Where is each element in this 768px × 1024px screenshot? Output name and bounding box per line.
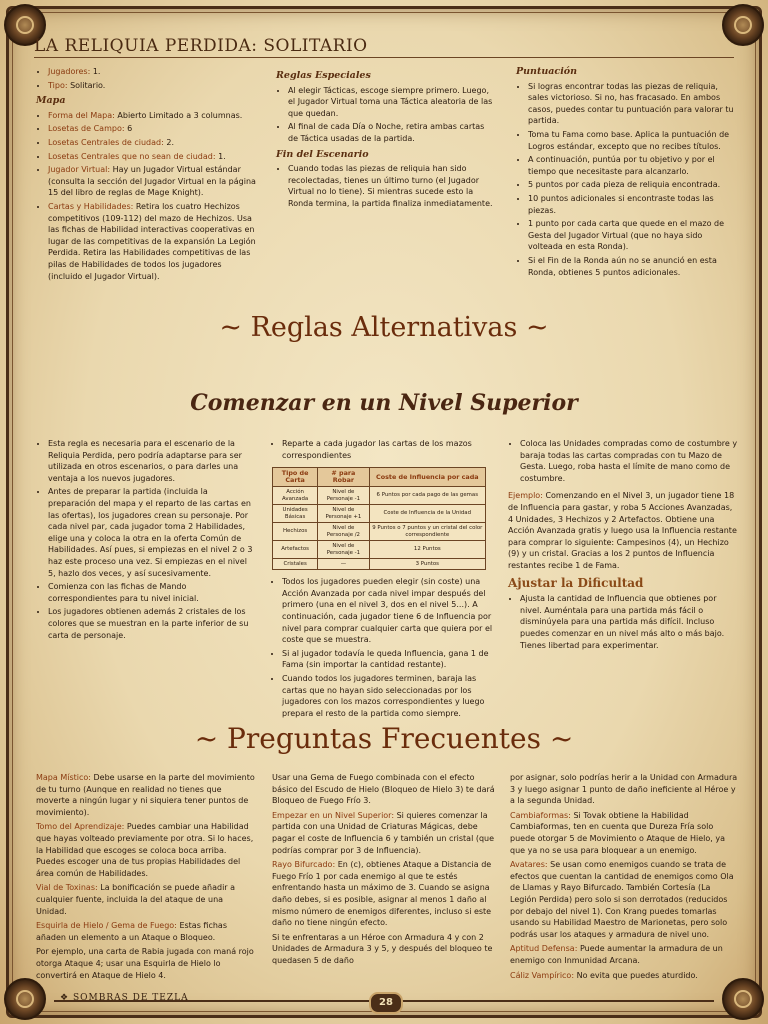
page-number: 28 (369, 992, 403, 1014)
table-row (273, 505, 486, 523)
mid-column-1 (36, 438, 256, 643)
list-item: • Al final de cada Día o Noche, retira ambas cartas de Táctica usadas de la partida. (288, 121, 496, 144)
value: Si quieres comenzar la partida con una Unidad de Criaturas Mágicas, debe pagar el coste de Influencia 6 y también un cristal (que podrías comprar por 3 de Influencia). (272, 810, 495, 855)
list-item: • Ajusta la cantidad de Influencia que obtienes por nivel. Auméntala para una partida más fácil o disminúyela para una partida más difícil. Incluso puedes comenzar en un nivel más alto o más bajo. Tienes libertad para experimentar. (520, 593, 738, 651)
table-row (273, 559, 486, 570)
table-cell: Coste de Influencia de la Unidad (369, 505, 485, 523)
value: Puedes cambiar una Habilidad que hayas volteado previamente por otra. Si lo haces, la Habilidad que escoges se coloca boca arriba. Puedes escoger una de tus propias Habilidades del área común de Habilidades. (36, 822, 254, 878)
label: Losetas de Campo: (48, 124, 125, 134)
list-item: • Los jugadores obtienen además 2 cristales de los colores que se muestran en la parte inferior de su carta de personaje. (48, 606, 256, 641)
page-title: LA RELIQUIA PERDIDA: SOLITARIO (34, 36, 368, 56)
list-item: • Toma tu Fama como base. Aplica la puntuación de Logros estándar, excepto que no recibes títulos. (528, 129, 738, 152)
list-item: • Cuando todas las piezas de reliquia han sido recolectadas, tienes un último turno (el Jugador Virtual no lo tiene). Si mientras sucede esto la Ronda termina, la partida finaliza inmediatamente. (288, 163, 496, 209)
value: No evita que puedes aturdido. (576, 970, 698, 980)
list-item: • A continuación, puntúa por tu objetivo y por el tiempo que necesitaste para alcanzarlo. (528, 154, 738, 177)
label: Tipo: (48, 80, 68, 90)
label: Ejemplo: (508, 491, 543, 501)
value: En (c), obtienes Ataque a Distancia de Fuego Frío 1 por cada enemigo al que te estés enfrentando hasta un máximo de 3. Cuando se asigna daño debes, si es posible, asignar al menos 1 daño al mismo número de enemigos diferentes, incluso si este daño no tiene ningún efecto. (272, 860, 492, 928)
table-row (273, 523, 486, 541)
label: Cáliz Vampírico: (510, 970, 575, 980)
mid-column-3 (508, 438, 738, 653)
top-column-3 (516, 62, 738, 280)
value: Comenzando en el Nivel 3, un jugador tiene 18 de Influencia para gastar, y roba 5 Acciones Avanzadas, 4 Unidades, 3 Hechizos y 2 Artefactos. Obtiene una Acción Avanzada gratis y luego usa la Influencia restante para comprar lo siguiente: Campesinos (4), un Hechizo (9) y un cristal. Gracias a los 2 puntos de Influencia restantes recibe 1 de Fama. (508, 491, 737, 570)
faq-column-2 (272, 772, 496, 970)
corner-ornament (4, 978, 46, 1020)
table-header: Coste de Influencia por cada (369, 468, 485, 487)
list-item: • Al elegir Tácticas, escoge siempre primero. Luego, el Jugador Virtual toma una Táctica aleatoria de las que quedan. (288, 85, 496, 120)
section-heading: Ajustar la Dificultad (508, 575, 644, 590)
value: 1. (218, 151, 226, 161)
table-cell: — (318, 559, 369, 570)
table-cell: Nivel de Personaje +1 (318, 505, 369, 523)
table-cell: Cristales (273, 559, 318, 570)
section-heading: Puntuación (516, 66, 578, 77)
title-divider (34, 57, 734, 58)
label: Cambiaformas: (510, 810, 571, 820)
label: Vial de Toxinas: (36, 883, 98, 893)
label: Cartas y Habilidades: (48, 201, 134, 211)
list-item: • Cuando todos los jugadores terminen, baraja las cartas que no hayan sido seleccionadas por los jugadores con los mazos correspondientes y luego prepara el resto de la partida como siempre. (282, 673, 496, 719)
paragraph: por asignar, solo podrías herir a la Unidad con Armadura 3 y luego asignar 1 punto de daño ineficiente al Héroe y a la segunda Unidad. (510, 773, 738, 806)
faq-column-3 (510, 772, 738, 984)
value: Debe usarse en la parte del movimiento de tu turno (Aunque en realidad no tienes que moverte a ningún lugar y ni siquiera tener puntos de movimiento). (36, 773, 255, 817)
list-item: • Comienza con las fichas de Mando correspondientes para tu nivel inicial. (48, 581, 256, 604)
value: 6 (127, 124, 133, 134)
mid-column-2 (270, 438, 496, 721)
value: La bonificación se puede añadir a cualquier fuente, incluida la del ataque de una Unidad. (36, 883, 236, 916)
value: Si Tovak obtiene la Habilidad Cambiaformas, ten en cuenta que Dureza Fría solo puede otorgar 5 de Movimiento o Ataque de Hielo, ya que ya no se usa para bloquear a un enemigo. (510, 810, 725, 855)
top-column-2 (276, 66, 496, 212)
list-item: • 10 puntos adicionales si encontraste todas las piezas. (528, 193, 738, 216)
footer-brand-text: SOMBRAS DE TEZLA (72, 993, 189, 1003)
footer-brand (60, 993, 189, 1003)
table-row (273, 541, 486, 559)
table-cell: 9 Puntos o 7 puntos y un cristal del color correspondiente (369, 523, 485, 541)
section-heading: Fin del Escenario (276, 148, 369, 160)
table-cell: 6 Puntos por cada pago de las gemas (369, 487, 485, 505)
label: Avatares: (510, 860, 548, 870)
table-header: # para Robar (318, 468, 369, 487)
value: Retira los cuatro Hechizos competitivos (109-112) del mazo de Hechizos. Usa las fichas de Habilidad interactivas cooperativas en lugar de las competitivas de la expansión La Legión Perdida. Retira las Habilidades competitivas de las pilas de Habilidades de todos los jugadores (incluido el Jugador Virtual). (48, 201, 256, 281)
corner-ornament (722, 4, 764, 46)
label: Losetas Centrales que no sean de ciudad: (48, 151, 216, 161)
table-cell: 3 Puntos (369, 559, 485, 570)
table-cell: 12 Puntos (369, 541, 485, 559)
section-title-reglas: ~ Reglas Alternativas ~ (219, 312, 549, 343)
list-item: • Si al jugador todavía le queda Influencia, gana 1 de Fama (sin importar la cantidad restante). (282, 648, 496, 671)
table-cell: Hechizos (273, 523, 318, 541)
table-cell: Unidades Básicas (273, 505, 318, 523)
section-heading: Reglas Especiales (276, 70, 371, 81)
table-cell: Acción Avanzada (273, 487, 318, 505)
section-subtitle: Comenzar en un Nivel Superior (190, 390, 578, 416)
card-cost-table (272, 467, 486, 570)
paragraph: Por ejemplo, una carta de Rabia jugada con maná rojo otorga Ataque 4; usar una Esquirla de Hielo lo convertirá en Ataque de Hielo 4. (36, 947, 254, 980)
table-cell: Nivel de Personaje -1 (318, 541, 369, 559)
table-header: Tipo de Carta (273, 468, 318, 487)
top-column-1 (36, 66, 256, 284)
list-item: • Si el Fin de la Ronda aún no se anunció en esta Ronda, obtienes 5 puntos adicionales. (528, 255, 738, 278)
paragraph: Usar una Gema de Fuego combinada con el efecto básico del Escudo de Hielo (Bloqueo de Hielo 3) te dará Bloqueo de Fuego Frío 3. (272, 773, 495, 806)
value: Abierto Limitado a 3 columnas. (117, 110, 243, 120)
label: Esquirla de Hielo / Gema de Fuego: (36, 921, 177, 931)
section-heading: Mapa (36, 95, 66, 107)
list-item: • 1 punto por cada carta que quede en el mazo de Gesta del Jugador Virtual (que no haya sido volteada en esta Ronda). (528, 218, 738, 253)
value: Puede aumentar la armadura de un enemigo con Inmunidad Arcana. (510, 944, 723, 965)
list-item: • Esta regla es necesaria para el escenario de la Reliquia Perdida, pero podría adaptarse para ser utilizada en otros escenarios, o para darles una ventaja a los nuevos jugadores. (48, 438, 256, 484)
label: Tomo del Aprendizaje: (36, 822, 125, 832)
value: Hay un Jugador Virtual estándar (consulta la sección del Jugador Virtual en la página 15 del libro de reglas de Mage Knight). (48, 165, 256, 198)
table-cell: Nivel de Personaje /2 (318, 523, 369, 541)
wolf-emblem-icon: ❖ (60, 993, 70, 1003)
value: Solitario. (70, 80, 106, 90)
paragraph: Si te enfrentaras a un Héroe con Armadura 4 y con 2 Unidades de Armadura 3 y 5, y después del bloqueo te quedasen 5 de daño (272, 932, 493, 965)
list-item: • Todos los jugadores pueden elegir (sin coste) una Acción Avanzada por cada nivel impar después del primero (una en el nivel 3, dos en el nivel 5...). A continuación, cada jugador tiene 6 de Influencia por nivel para comprar cualquier carta que quiera por el coste que se muestra. (282, 576, 496, 646)
corner-ornament (722, 978, 764, 1020)
table-cell: Nivel de Personaje -1 (318, 487, 369, 505)
list-item: • Reparte a cada jugador las cartas de los mazos correspondientes (282, 438, 496, 461)
label: Rayo Bifurcado: (272, 860, 336, 870)
value: 1. (92, 67, 101, 76)
label: Losetas Centrales de ciudad: (48, 137, 164, 147)
value: Estas fichas añaden un elemento a un Ataque o Bloqueo. (36, 921, 227, 942)
list-item: • 5 puntos por cada pieza de reliquia encontrada. (528, 179, 738, 191)
table-cell: Artefactos (273, 541, 318, 559)
table-row (273, 487, 486, 505)
list-item: • Antes de preparar la partida (incluida la preparación del mapa y el reparto de las cartas en las ofertas), los jugadores crean su personaje. Por cada nivel par, cada jugador toma 2 Habilidades, elige una y coloca la otra en la oferta Común de Habilidades. Así pues, si empiezas en el nivel 2 o 3 haz este proceso una vez. Si empiezas en el nivel 5, hazlo dos veces, y así sucesivamente. (48, 486, 256, 579)
faq-column-1 (36, 772, 256, 984)
label: Jugador Virtual: (48, 165, 111, 175)
label: Aptitud Defensa: (510, 944, 578, 954)
label: Jugadores: (48, 67, 91, 76)
list-item: • Coloca las Unidades compradas como de costumbre y baraja todas las cartas compradas con tu Mazo de Gesta. Luego, roba hasta el límite de mano como de costumbre. (520, 438, 738, 484)
value: 2. (166, 137, 174, 147)
section-title-preguntas: ~ Preguntas Frecuentes ~ (194, 722, 574, 755)
list-item: • Si logras encontrar todas las piezas de reliquia, sales victorioso. Si no, has fracasado. En ambos casos, puedes contar tu puntuación para valorar tu partida. (528, 81, 738, 127)
value: Se usan como enemigos cuando se trata de efectos que cuentan la cantidad de enemigos como Ola de Llamas y Rayo Bifurcado. También Cortesía (La Legión Perdida) pero solo si son derrotados (reducidos por debajo del nivel 1). Con Krang puedes tomarlas usando su Habilidad Maestro de Marionetas, pero solo podrás usar los ataques y armadura de nivel uno. (510, 860, 734, 939)
label: Forma del Mapa: (48, 110, 115, 120)
label: Empezar en un Nivel Superior: (272, 810, 395, 820)
label: Mapa Místico: (36, 773, 91, 782)
